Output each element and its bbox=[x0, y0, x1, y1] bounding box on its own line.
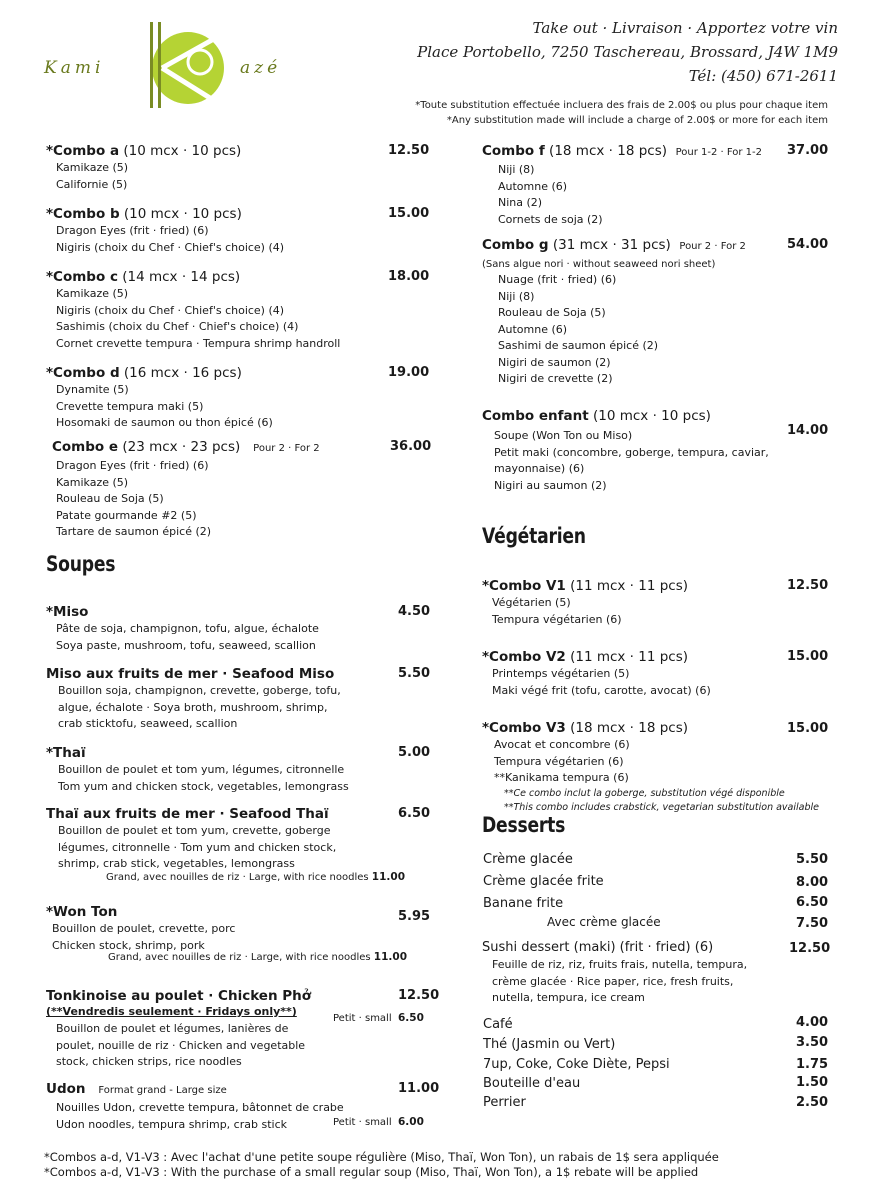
combo-v1 bbox=[482, 577, 688, 628]
section-heading-desserts: Desserts bbox=[482, 813, 566, 837]
combo-line: Cornets de soja (2) bbox=[498, 212, 603, 226]
combo-line: Kamikaze (5) bbox=[56, 161, 129, 174]
soup-price: 6.50 bbox=[398, 806, 431, 821]
combo-line: Kamikaze (5) bbox=[56, 475, 129, 489]
combo-v3 bbox=[482, 719, 819, 815]
soup-line: légumes, citronnelle · Tom yum and chicken stock, bbox=[58, 840, 337, 854]
dessert-price: 6.50 bbox=[796, 895, 829, 910]
combo-line: Patate gourmande #2 (5) bbox=[56, 508, 197, 522]
soup-line: Bouillon de poulet et tom yum, crevette, goberge bbox=[58, 824, 331, 837]
drink-item: Perrier bbox=[483, 1095, 526, 1110]
soup-thai bbox=[46, 744, 349, 795]
combo-serving: Pour 2 · For 2 bbox=[679, 241, 746, 252]
dessert-price: 5.50 bbox=[796, 852, 829, 867]
combo-title: Combo g bbox=[482, 237, 549, 253]
dessert-item: Crème glacée bbox=[483, 852, 573, 867]
soup-title: *Miso bbox=[46, 604, 89, 620]
header-line: Take out · Livraison · Apportez votre vin bbox=[532, 19, 838, 37]
dessert-price: 8.00 bbox=[796, 875, 829, 890]
combo-e-price: 36.00 bbox=[390, 439, 432, 454]
soup-seafood-miso bbox=[46, 665, 341, 733]
footer-notes bbox=[44, 1150, 719, 1180]
soup-small-price: 6.50 bbox=[397, 1012, 424, 1024]
logo bbox=[40, 18, 300, 110]
soup-line: Nouilles Udon, crevette tempura, bâtonnet de crabe bbox=[56, 1101, 344, 1114]
combo-line: Tempura végétarien (6) bbox=[492, 612, 622, 626]
combo-c bbox=[46, 268, 340, 352]
combo-sub: (14 mcx · 14 pcs) bbox=[117, 269, 241, 285]
soup-line: Bouillon de poulet et tom yum, légumes, citronnelle bbox=[58, 763, 345, 776]
drink-item: Bouteille d'eau bbox=[483, 1076, 581, 1091]
contact-header bbox=[417, 16, 838, 88]
combo-title: Combo enfant bbox=[482, 408, 589, 424]
combo-title: *Combo V2 bbox=[482, 649, 566, 665]
combo-sub: (11 mcx · 11 pcs) bbox=[565, 578, 689, 594]
sushi-dessert bbox=[482, 939, 747, 1007]
footer-line: *Combos a-d, V1-V3 : With the purchase of a small regular soup (Miso, Thaï, Won Ton), a 1$ rebate will be applied bbox=[44, 1165, 699, 1179]
drink-price: 2.50 bbox=[796, 1095, 829, 1110]
section-heading-soupes: Soupes bbox=[46, 552, 116, 576]
soup-line: Bouillon de poulet et légumes, lanières de bbox=[56, 1022, 289, 1035]
header-line: Place Portobello, 7250 Taschereau, Brossard, J4W 1M9 bbox=[417, 43, 838, 61]
combo-g-price: 54.00 bbox=[787, 237, 829, 252]
soup-small-label: Petit · small bbox=[333, 1013, 392, 1024]
combo-line: Végétarien (5) bbox=[492, 596, 571, 609]
combo-line: Tempura végétarien (6) bbox=[494, 754, 624, 768]
soup-line: Soya paste, mushroom, tofu, seaweed, scallion bbox=[56, 638, 316, 652]
combo-title: Combo f bbox=[482, 143, 545, 159]
combo-line: Sashimi de saumon épicé (2) bbox=[498, 339, 659, 352]
combo-line: Rouleau de Soja (5) bbox=[56, 492, 164, 505]
combo-line: Niji (8) bbox=[498, 289, 535, 303]
drink-item: Thé (Jasmin ou Vert) bbox=[483, 1037, 616, 1052]
soup-pho bbox=[46, 987, 311, 1071]
soup-large-option bbox=[108, 951, 407, 963]
combo-sub: (10 mcx · 10 pcs) bbox=[119, 143, 242, 159]
soup-won-ton bbox=[46, 903, 235, 954]
soup-small-price: 6.00 bbox=[397, 1116, 424, 1128]
sushi-dessert-line: crème glacée · Rice paper, rice, fresh fruits, bbox=[492, 974, 734, 988]
combo-line: Tartare de saumon épicé (2) bbox=[56, 525, 212, 538]
soup-title: *Thaï bbox=[46, 745, 86, 761]
combo-line: Automne (6) bbox=[498, 179, 568, 193]
soup-price: 5.00 bbox=[398, 745, 431, 760]
soup-line: crab sticktofu, seaweed, scallion bbox=[58, 717, 238, 730]
soup-line: Bouillon soja, champignon, crevette, goberge, tofu, bbox=[58, 684, 341, 697]
soup-large-label: Grand, avec nouilles de riz · Large, with rice noodles bbox=[106, 872, 369, 883]
drink-price: 1.50 bbox=[796, 1075, 829, 1090]
combo-title: *Combo b bbox=[46, 206, 120, 222]
combo-v3-note: **This combo includes crabstick, vegetarian substitution available bbox=[504, 801, 819, 813]
combo-line: Avocat et concombre (6) bbox=[494, 738, 630, 751]
combo-line: Crevette tempura maki (5) bbox=[56, 399, 204, 413]
combo-line: Californie (5) bbox=[56, 177, 128, 191]
combo-v2 bbox=[482, 648, 711, 699]
combo-line: Kamikaze (5) bbox=[56, 287, 129, 300]
combo-serving: Pour 2 · For 2 bbox=[253, 443, 320, 454]
dessert-item: Avec crème glacée bbox=[547, 915, 661, 929]
dessert-price: 7.50 bbox=[796, 916, 829, 931]
drink-price: 4.00 bbox=[796, 1015, 829, 1030]
combo-sub: (18 mcx · 18 pcs) bbox=[544, 143, 667, 159]
dessert-item: Banane frite bbox=[483, 896, 564, 911]
drink-price: 1.75 bbox=[796, 1057, 829, 1072]
soup-price: 5.95 bbox=[398, 909, 431, 924]
combo-sub: (10 mcx · 10 pcs) bbox=[588, 408, 711, 424]
combo-title: *Combo a bbox=[46, 143, 120, 159]
soup-line: Udon noodles, tempura shrimp, crab stick bbox=[56, 1117, 287, 1131]
combo-line: Nuage (frit · fried) (6) bbox=[498, 273, 617, 286]
note-line: *Toute substitution effectuée incluera des frais de 2.00$ ou plus pour chaque item bbox=[415, 100, 828, 111]
combo-title: Combo e bbox=[52, 439, 119, 455]
combo-title: *Combo d bbox=[46, 365, 120, 381]
soup-title: Tonkinoise au poulet · Chicken Phở bbox=[46, 988, 312, 1004]
combo-a-price: 12.50 bbox=[388, 143, 430, 158]
soup-title: Thaï aux fruits de mer · Seafood Thaï bbox=[46, 806, 329, 822]
combo-f-price: 37.00 bbox=[787, 143, 829, 158]
combo-title: *Combo V3 bbox=[482, 720, 566, 736]
soup-large-price: 11.00 bbox=[371, 871, 406, 883]
combo-line: Automne (6) bbox=[498, 322, 568, 336]
drink-item: 7up, Coke, Coke Diète, Pepsi bbox=[483, 1057, 670, 1072]
soup-miso bbox=[46, 603, 319, 654]
soup-line: algue, échalote · Soya broth, mushroom, shrimp, bbox=[58, 700, 328, 714]
combo-g bbox=[482, 236, 746, 388]
combo-v3-note: **Ce combo inclut la goberge, substitution végé disponible bbox=[504, 787, 785, 799]
combo-e bbox=[52, 438, 320, 541]
combo-v1-price: 12.50 bbox=[787, 578, 829, 593]
dessert-item: Crème glacée frite bbox=[483, 874, 604, 889]
combo-sub: (10 mcx · 10 pcs) bbox=[119, 206, 242, 222]
combo-g-note: (Sans algue nori · without seaweed nori sheet) bbox=[482, 259, 716, 270]
soup-tag: Format grand - Large size bbox=[98, 1085, 227, 1096]
combo-enfant-price: 14.00 bbox=[787, 423, 829, 438]
combo-d-price: 19.00 bbox=[388, 365, 430, 380]
combo-serving: Pour 1-2 · For 1-2 bbox=[675, 147, 763, 158]
combo-enfant bbox=[482, 407, 769, 494]
soup-line: Bouillon de poulet, crevette, porc bbox=[52, 922, 236, 935]
combo-line: Nigiri au saumon (2) bbox=[494, 478, 607, 492]
soup-price: 4.50 bbox=[398, 604, 431, 619]
logo-emblem bbox=[132, 18, 242, 110]
soup-price: 11.00 bbox=[398, 1081, 440, 1096]
soup-large-option bbox=[106, 871, 405, 883]
note-line: *Any substitution made will include a charge of 2.00$ or more for each item bbox=[446, 115, 828, 126]
soup-line: Pâte de soja, champignon, tofu, algue, échalote bbox=[56, 622, 319, 635]
combo-title: *Combo c bbox=[46, 269, 118, 285]
combo-line: Rouleau de Soja (5) bbox=[498, 306, 606, 319]
combo-line: Sashimis (choix du Chef · Chief's choice) (4) bbox=[56, 320, 299, 333]
combo-line: Dynamite (5) bbox=[56, 383, 129, 396]
soup-udon bbox=[46, 1080, 344, 1133]
combo-line: Niji (8) bbox=[498, 163, 535, 176]
combo-sub: (23 mcx · 23 pcs) bbox=[118, 439, 241, 455]
soup-line: Chicken stock, shrimp, pork bbox=[52, 938, 205, 952]
soup-small-label: Petit · small bbox=[333, 1117, 392, 1128]
header-line: Tél: (450) 671-2611 bbox=[688, 67, 838, 85]
logo-text-right: azé bbox=[240, 58, 282, 78]
combo-line: Nina (2) bbox=[498, 196, 543, 209]
soup-special-note: (**Vendredis seulement · Fridays only**) bbox=[46, 1005, 297, 1018]
combo-line: Cornet crevette tempura · Tempura shrimp handroll bbox=[56, 336, 341, 350]
soup-seafood-thai bbox=[46, 805, 336, 873]
combo-c-price: 18.00 bbox=[388, 269, 430, 284]
combo-line: Nigiri de saumon (2) bbox=[498, 355, 611, 369]
combo-a bbox=[46, 142, 241, 193]
combo-line: Nigiris (choix du Chef · Chief's choice) (4) bbox=[56, 303, 285, 317]
soup-title: Udon bbox=[46, 1081, 86, 1097]
drink-price: 3.50 bbox=[796, 1035, 829, 1050]
combo-d bbox=[46, 364, 273, 432]
soup-large-label: Grand, avec nouilles de riz · Large, with rice noodles bbox=[108, 952, 371, 963]
soup-line: Tom yum and chicken stock, vegetables, lemongrass bbox=[58, 779, 349, 793]
combo-b bbox=[46, 205, 284, 256]
combo-line: Printemps végétarien (5) bbox=[492, 667, 630, 680]
soup-line: poulet, nouille de riz · Chicken and vegetable bbox=[56, 1038, 306, 1052]
combo-sub: (16 mcx · 16 pcs) bbox=[119, 365, 242, 381]
combo-line: **Kanikama tempura (6) bbox=[494, 771, 629, 784]
combo-v2-price: 15.00 bbox=[787, 649, 829, 664]
combo-line: Petit maki (concombre, goberge, tempura, caviar, bbox=[494, 445, 769, 459]
footer-line: *Combos a-d, V1-V3 : Avec l'achat d'une petite soupe régulière (Miso, Thaï, Won Ton), un rabais de 1$ sera appliquée bbox=[44, 1150, 719, 1164]
combo-sub: (18 mcx · 18 pcs) bbox=[565, 720, 689, 736]
sushi-dessert-title: Sushi dessert (maki) (frit · fried) (6) bbox=[482, 940, 714, 955]
combo-v3-price: 15.00 bbox=[787, 721, 829, 736]
soup-title: *Won Ton bbox=[46, 904, 118, 920]
sushi-dessert-line: nutella, tempura, ice cream bbox=[492, 991, 645, 1004]
soup-price: 5.50 bbox=[398, 666, 431, 681]
combo-line: Dragon Eyes (frit · fried) (6) bbox=[56, 459, 209, 472]
combo-b-price: 15.00 bbox=[388, 206, 430, 221]
soup-price: 12.50 bbox=[398, 988, 440, 1003]
combo-sub: (11 mcx · 11 pcs) bbox=[565, 649, 689, 665]
soup-small-option bbox=[333, 1012, 424, 1024]
logo-text-left: Kami bbox=[44, 58, 105, 78]
sushi-dessert-line: Feuille de riz, riz, fruits frais, nutella, tempura, bbox=[492, 958, 748, 971]
combo-f bbox=[482, 142, 762, 228]
substitution-notes bbox=[415, 98, 828, 128]
combo-sub: (31 mcx · 31 pcs) bbox=[548, 237, 671, 253]
combo-title: *Combo V1 bbox=[482, 578, 566, 594]
combo-line: Soupe (Won Ton ou Miso) bbox=[494, 429, 633, 442]
soup-large-price: 11.00 bbox=[373, 951, 408, 963]
sushi-dessert-price: 12.50 bbox=[789, 941, 831, 956]
soup-small-option bbox=[333, 1116, 424, 1128]
combo-line: Hosomaki de saumon ou thon épicé (6) bbox=[56, 416, 273, 429]
combo-line: Nigiris (choix du Chef · Chief's choice) (4) bbox=[56, 240, 285, 254]
soup-line: stock, chicken strips, rice noodles bbox=[56, 1055, 242, 1068]
combo-line: Nigiri de crevette (2) bbox=[498, 372, 613, 385]
section-heading-vegetarien: Végétarien bbox=[482, 524, 586, 548]
combo-line: Maki végé frit (tofu, carotte, avocat) (6) bbox=[492, 683, 711, 697]
drink-item: Café bbox=[483, 1017, 513, 1032]
soup-title: Miso aux fruits de mer · Seafood Miso bbox=[46, 666, 335, 682]
combo-line: mayonnaise) (6) bbox=[494, 462, 585, 475]
combo-line: Dragon Eyes (frit · fried) (6) bbox=[56, 224, 209, 237]
soup-line: shrimp, crab stick, vegetables, lemongrass bbox=[58, 857, 295, 870]
